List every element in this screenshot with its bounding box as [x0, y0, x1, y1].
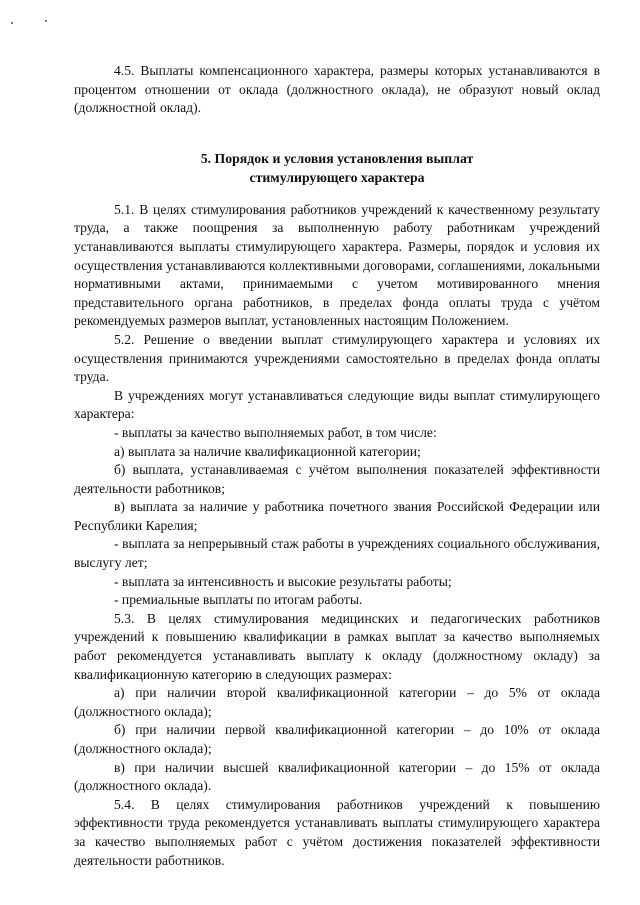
section-title-line-1: 5. Порядок и условия установления выплат — [200, 150, 474, 166]
category-item-b: б) при наличии первой квалификационной категории – до 10% от оклада (должностного оклада); — [74, 722, 600, 756]
section-title-line-2: стимулирующего характера — [249, 169, 425, 185]
paragraph-5-4: 5.4. В целях стимулирования работников учреждений к повышению эффективности труда рекомендуется устанавливать выплаты стимулирующего характера за качество выполняемых работ с учётом достижения показателей эффективности деятельности работников. — [74, 796, 600, 868]
list-item-b: б) выплата, устанавливаемая с учётом выполнения показателей эффективности деятельности работников; — [74, 462, 600, 496]
paragraph-types-intro: В учреждениях могут устанавливаться следующие виды выплат стимулирующего характера: — [74, 387, 600, 422]
scan-artifact-dot — [45, 20, 47, 22]
paragraph-4-5: 4.5. Выплаты компенсационного характера, размеры которых устанавливаются в процентом отношении от оклада (должностного оклада), не образуют новый оклад (должностной оклад). — [74, 63, 600, 116]
list-item-v: в) выплата за наличие у работника почетного звания Российской Федерации или Республики Карелия; — [74, 499, 600, 533]
document-body — [74, 62, 600, 870]
list-item-intensity: - выплата за интенсивность и высокие результаты работы; — [114, 573, 452, 589]
paragraph-5-2: 5.2. Решение о введении выплат стимулирующего характера и условиях их осуществления принимаются учреждениями самостоятельно в пределах фонда оплаты труда. — [74, 331, 600, 385]
list-item-a: а) выплата за наличие квалификационной категории; — [114, 443, 421, 459]
list-item-quality: - выплаты за качество выполняемых работ, в том числе: — [114, 424, 437, 440]
list-item-bonus: - премиальные выплаты по итогам работы. — [114, 592, 363, 608]
section-5-heading — [74, 149, 600, 187]
category-item-v: в) при наличии высшей квалификационной категории – до 15% от оклада (должностного оклада). — [74, 759, 600, 794]
paragraph-5-1: 5.1. В целях стимулирования работников учреждений к качественному результату труда, а также поощрения за выполненную работу работникам учреждений устанавливаются выплаты стимулирующего характера. Размеры, порядок и условия их осуществления устанавливаются коллективными договорами, соглашениями, локальными нормативными актами, принимаемыми с учетом мотивированного мнения представительного органа работников, в пределах фонда оплаты труда с учётом рекомендуемых размеров выплат, установленных настоящим Положением. — [74, 201, 600, 329]
scan-artifact-dot — [11, 22, 13, 24]
paragraph-5-3: 5.3. В целях стимулирования медицинских и педагогических работников учреждений к повышению квалификации в рамках выплат за качество выполняемых работ рекомендуется устанавливать выплату к окладу (должностному окладу) за квалификационную категорию в следующих размерах: — [74, 610, 600, 682]
list-item-continuous-service: - выплата за непрерывный стаж работы в учреждениях социального обслуживания, выслугу лет; — [74, 536, 600, 571]
category-item-a: а) при наличии второй квалификационной категории – до 5% от оклада (должностного оклада); — [74, 685, 600, 719]
